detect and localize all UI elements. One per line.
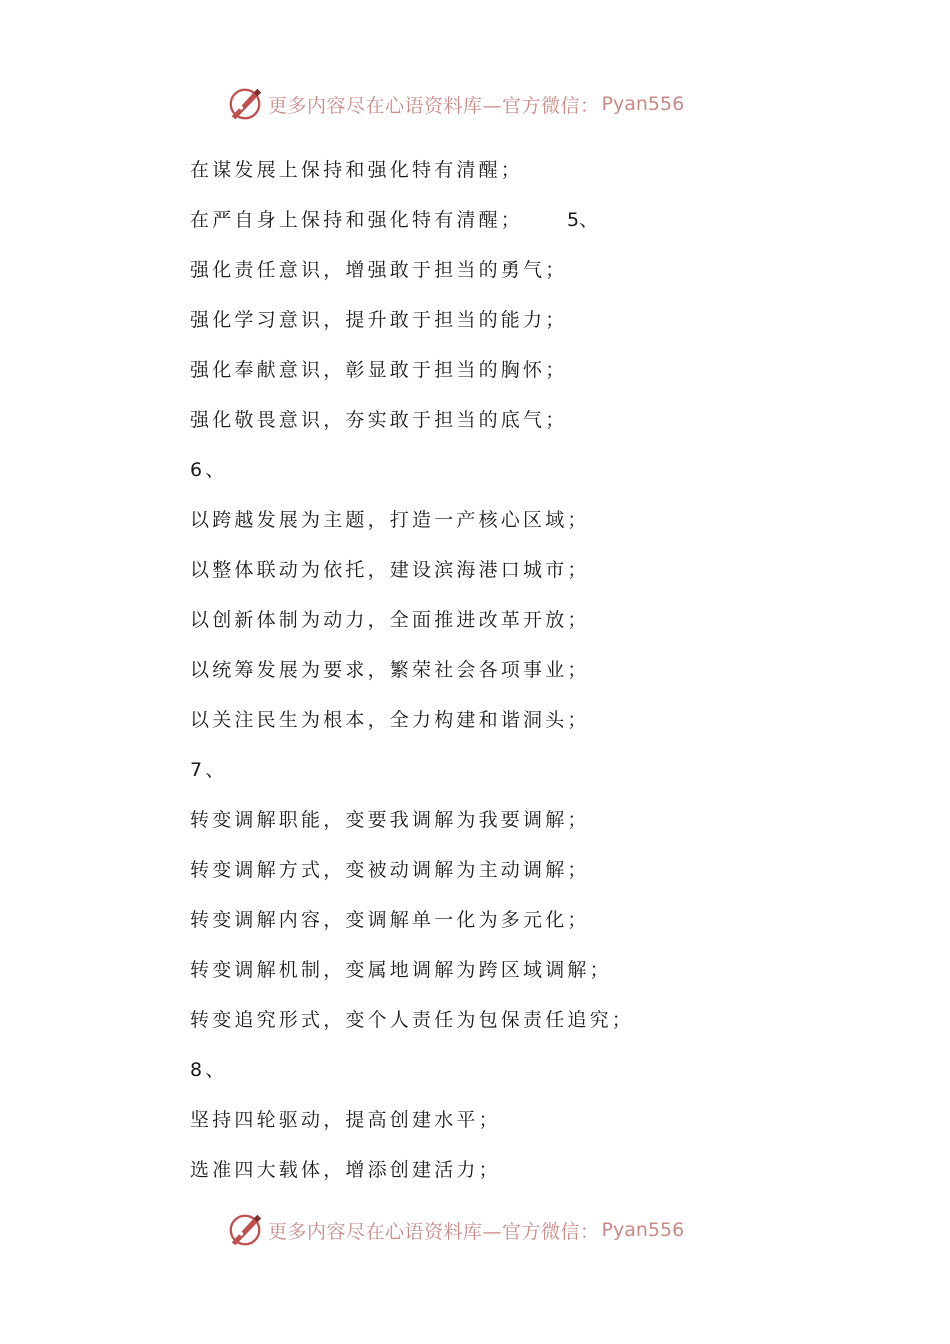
banner-text: 更多内容尽在心语资料库—官方微信： — [268, 1220, 600, 1243]
text-line: 坚持四轮驱动，提高创建水平； — [190, 1109, 501, 1131]
pen-logo-icon — [226, 85, 264, 123]
section-number: 6、 — [190, 459, 228, 481]
section-number: 8、 — [190, 1059, 228, 1081]
text-line: 强化敬畏意识，夯实敢于担当的底气； — [190, 409, 568, 431]
text-line: 强化学习意识，提升敢于担当的能力； — [190, 309, 568, 331]
text-line: 以统筹发展为要求，繁荣社会各项事业； — [190, 659, 590, 681]
header-watermark-banner — [226, 84, 684, 124]
text-line: 转变调解方式，变被动调解为主动调解； — [190, 859, 590, 881]
text-line: 以跨越发展为主题，打造一产核心区域； — [190, 509, 590, 531]
text-line: 以创新体制为动力，全面推进改革开放； — [190, 609, 590, 631]
text-line: 以关注民生为根本，全力构建和谐洞头； — [190, 709, 590, 731]
wechat-id: Pyan556 — [601, 93, 685, 115]
text-line: 转变追究形式，变个人责任为包保责任追究； — [190, 1009, 635, 1031]
section-number: 7、 — [190, 759, 228, 781]
section-number: 5、 — [567, 209, 599, 231]
text-line: 转变调解职能，变要我调解为我要调解； — [190, 809, 590, 831]
footer-watermark-banner — [226, 1210, 684, 1250]
banner-text: 更多内容尽在心语资料库—官方微信： — [268, 94, 600, 117]
text-line: 选准四大载体，增添创建活力； — [190, 1159, 501, 1181]
text-line-with-number — [190, 200, 890, 250]
text-line: 转变调解机制，变属地调解为跨区域调解； — [190, 959, 612, 981]
text-line-content: 在严自身上保持和强化特有清醒； — [190, 209, 524, 231]
wechat-id: Pyan556 — [601, 1219, 685, 1241]
text-line: 在谋发展上保持和强化特有清醒； — [190, 159, 524, 181]
text-line: 强化责任意识，增强敢于担当的勇气； — [190, 259, 568, 281]
text-line: 以整体联动为依托，建设滨海港口城市； — [190, 559, 590, 581]
document-body — [190, 150, 890, 1200]
pen-logo-icon — [226, 1211, 264, 1249]
text-line: 强化奉献意识，彰显敢于担当的胸怀； — [190, 359, 568, 381]
text-line: 转变调解内容，变调解单一化为多元化； — [190, 909, 590, 931]
